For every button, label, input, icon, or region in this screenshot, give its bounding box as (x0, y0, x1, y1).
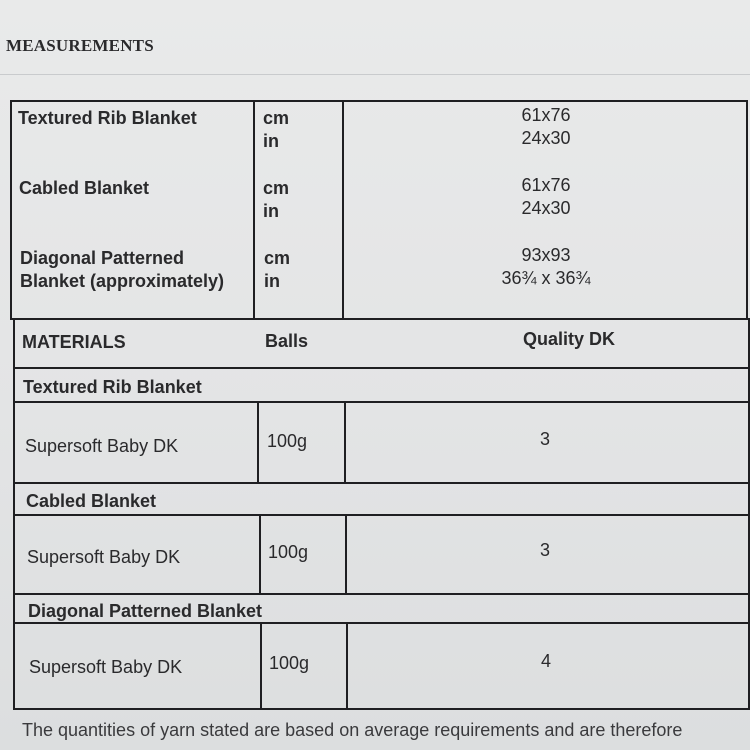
size-cm: 61x76 (521, 175, 571, 195)
unit-cm: cm (263, 108, 290, 128)
column-divider (345, 514, 347, 594)
group-title: Cabled Blanket (26, 491, 157, 511)
group-title: Diagonal Patterned Blanket (28, 601, 263, 621)
measurement-name: Cabled Blanket (19, 178, 150, 198)
yarn-quantity: 4 (540, 651, 551, 671)
unit-in: in (263, 131, 279, 151)
column-divider (342, 100, 344, 320)
unit-cm: cm (264, 248, 291, 268)
row-divider (13, 593, 750, 595)
column-divider (346, 622, 348, 708)
quality-header: Quality DK (523, 329, 616, 349)
yarn-weight: 100g (269, 653, 310, 673)
measurement-name: Diagonal Patterned (20, 248, 185, 268)
yarn-weight: 100g (267, 431, 308, 451)
group-title: Textured Rib Blanket (23, 377, 202, 397)
size-in: 24x30 (521, 128, 571, 148)
yarn-name: Supersoft Baby DK (25, 436, 179, 456)
measurements-heading: MEASUREMENTS (6, 36, 154, 55)
unit-in: in (263, 201, 279, 221)
size-cm: 61x76 (521, 105, 571, 125)
measurement-name: Textured Rib Blanket (18, 108, 197, 128)
yarn-quantity: 3 (539, 429, 550, 449)
column-divider (253, 100, 255, 320)
measurement-name: Blanket (approximately) (20, 271, 225, 291)
yarn-quantity: 3 (539, 540, 550, 560)
balls-header: Balls (265, 331, 309, 351)
materials-header: MATERIALS (22, 332, 126, 352)
size-cm: 93x93 (521, 245, 571, 265)
size-in: 24x30 (521, 198, 571, 218)
column-divider (260, 622, 262, 708)
yarn-name: Supersoft Baby DK (29, 657, 183, 677)
column-divider (344, 401, 346, 483)
size-in: 36¾ x 36¾ (501, 268, 591, 288)
unit-cm: cm (263, 178, 290, 198)
row-divider (13, 482, 750, 484)
column-divider (257, 401, 259, 483)
yarn-weight: 100g (268, 542, 309, 562)
row-divider (13, 367, 750, 369)
footer-note: The quantities of yarn stated are based on average requirements and are therefore (22, 720, 683, 740)
divider (0, 74, 750, 75)
column-divider (259, 514, 261, 594)
unit-in: in (264, 271, 280, 291)
row-divider (13, 514, 750, 516)
yarn-name: Supersoft Baby DK (27, 547, 181, 567)
row-divider (13, 401, 750, 403)
row-divider (13, 622, 750, 624)
